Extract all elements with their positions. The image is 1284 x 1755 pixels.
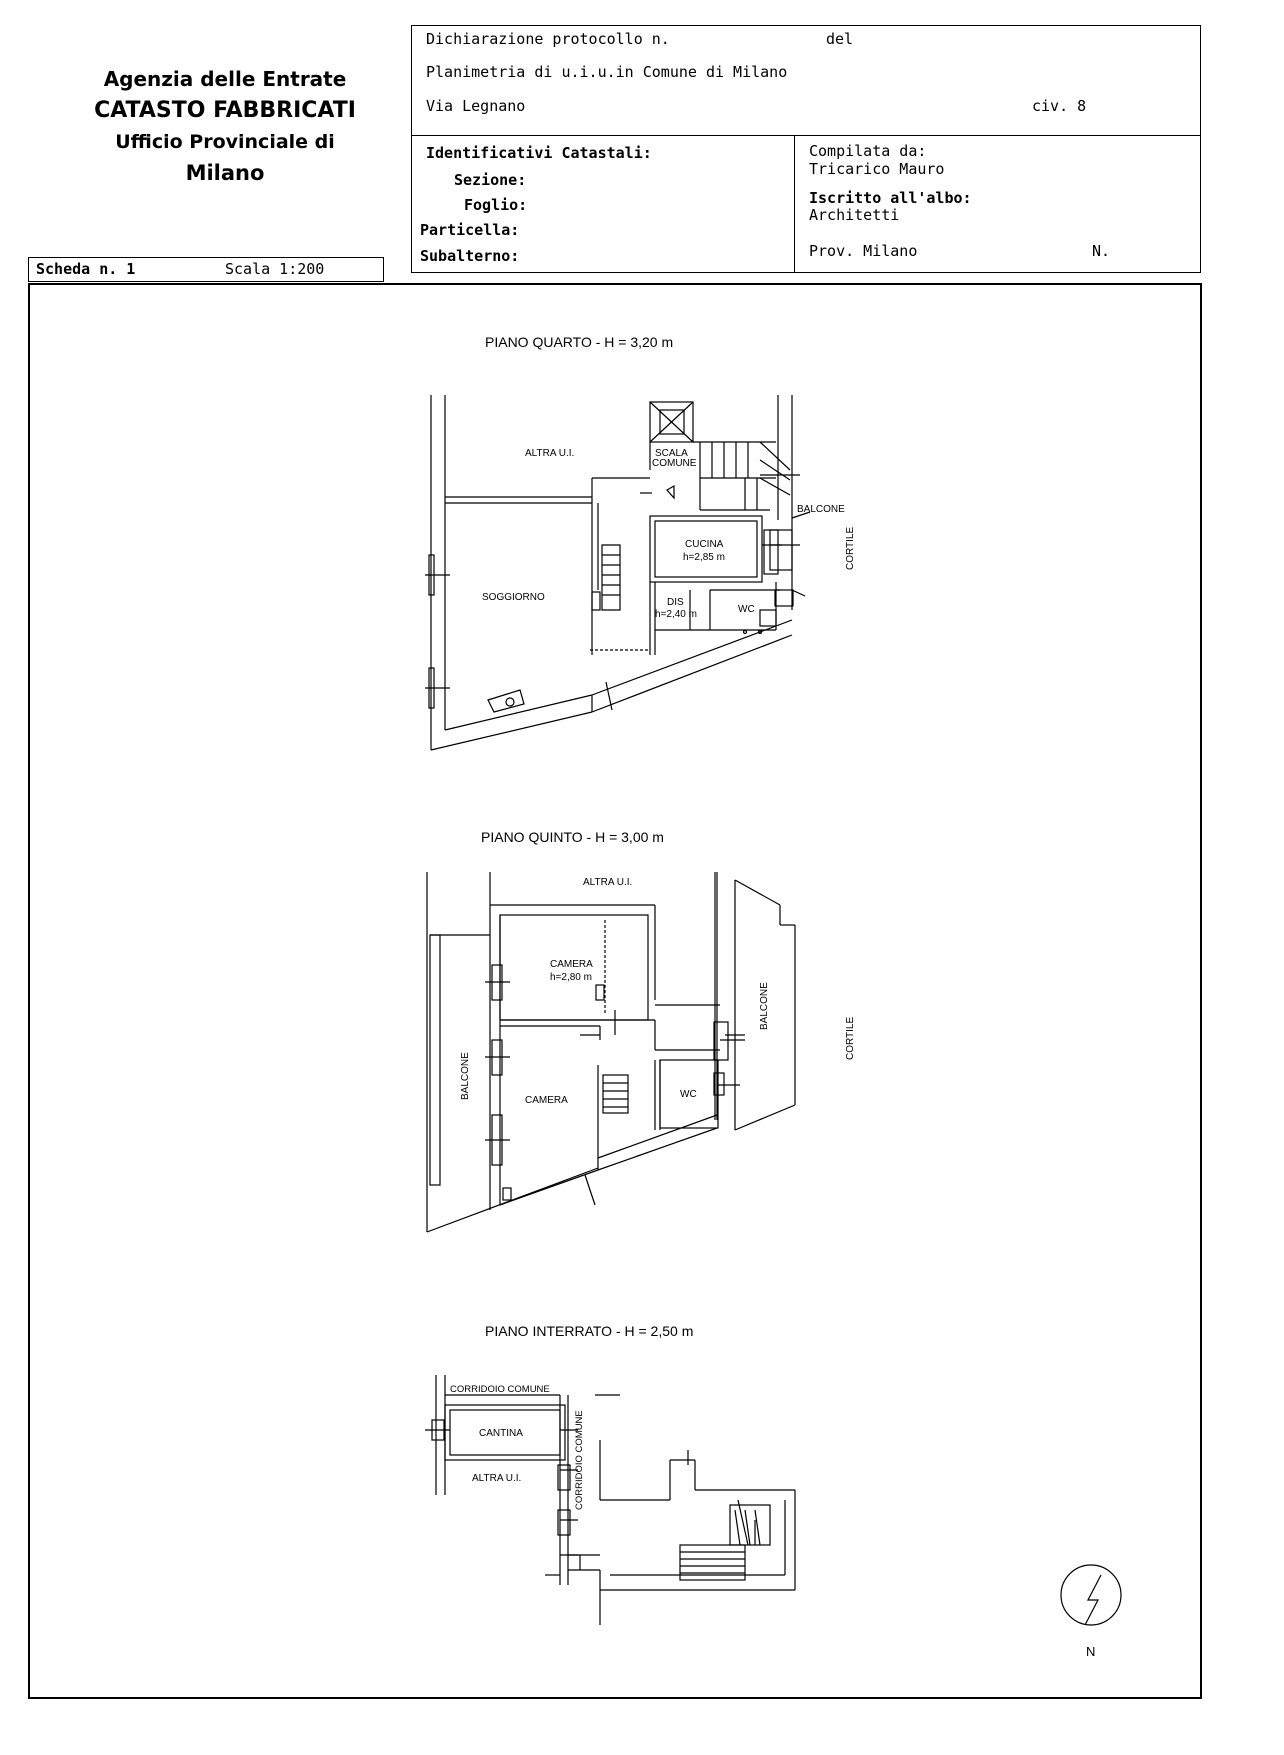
quinto-wc: WC: [680, 1089, 697, 1100]
city-label: Milano: [185, 161, 265, 185]
sezione-label: Sezione:: [454, 171, 527, 189]
quarto-cortile: CORTILE: [845, 526, 856, 570]
subalterno-label: Subalterno:: [420, 247, 520, 265]
scheda-number: Scheda n. 1: [36, 260, 136, 278]
quarto-wc: WC: [738, 604, 755, 615]
quarto-soggiorno: SOGGIORNO: [482, 592, 545, 603]
albo-value: Architetti: [809, 206, 900, 224]
street-label: Via Legnano: [426, 97, 526, 115]
quarto-altra-ui: ALTRA U.I.: [525, 448, 575, 459]
north-compass: [1061, 1565, 1121, 1625]
foglio-label: Foglio:: [464, 196, 528, 214]
interrato-corridoio: CORRIDOIO COMUNE: [450, 1384, 550, 1395]
compilata-name: Tricarico Mauro: [809, 160, 945, 178]
quarto-cucina: CUCINA: [685, 539, 724, 550]
prov-label: Prov. Milano: [809, 242, 918, 260]
catasto-title: CATASTO FABBRICATI: [94, 98, 356, 123]
quinto-balcone-left: BALCONE: [460, 1052, 471, 1100]
quarto-scala-2: COMUNE: [652, 458, 697, 469]
piano-interrato-title: PIANO INTERRATO - H = 2,50 m: [485, 1323, 694, 1339]
planimetria-label: Planimetria di u.i.u.in Comune di Milano: [426, 63, 788, 81]
interrato-corridoio-v: CORRIDOIO COMUNE: [574, 1410, 585, 1510]
quarto-scala-1: SCALA: [655, 448, 688, 459]
protocol-label: Dichiarazione protocollo n.: [426, 30, 670, 48]
ufficio-label: Ufficio Provinciale di: [115, 131, 335, 153]
plan-interrato: [425, 1375, 795, 1625]
quinto-altra-ui: ALTRA U.I.: [583, 877, 633, 888]
quarto-cucina-h: h=2,85 m: [683, 552, 725, 563]
scala-label: Scala 1:200: [225, 260, 325, 278]
quinto-cortile: CORTILE: [845, 1016, 856, 1060]
identificativi-title: Identificativi Catastali:: [426, 144, 652, 162]
particella-label: Particella:: [420, 221, 520, 239]
quinto-camera1-h: h=2,80 m: [550, 972, 592, 983]
interrato-cantina: CANTINA: [479, 1428, 523, 1439]
quarto-dis: DIS: [667, 597, 684, 608]
piano-quinto-title: PIANO QUINTO - H = 3,00 m: [481, 829, 664, 845]
del-label: del: [826, 30, 854, 48]
piano-quarto-title: PIANO QUARTO - H = 3,20 m: [485, 334, 674, 350]
albo-label: Iscritto all'albo:: [809, 189, 972, 207]
compilata-label: Compilata da:: [809, 142, 927, 160]
compass-north-label: N: [1086, 1644, 1096, 1659]
n-label: N.: [1092, 242, 1111, 260]
quarto-balcone: BALCONE: [797, 504, 845, 515]
interrato-altra-ui: ALTRA U.I.: [472, 1473, 522, 1484]
quarto-dis-h: h=2,40 m: [655, 609, 697, 620]
quinto-camera1: CAMERA: [550, 959, 593, 970]
plan-quinto: [427, 872, 795, 1232]
plan-quarto: [425, 395, 810, 750]
quinto-camera2: CAMERA: [525, 1095, 568, 1106]
agency-name: Agenzia delle Entrate: [103, 67, 347, 91]
civic-number: civ. 8: [1032, 97, 1087, 115]
quinto-balcone-right: BALCONE: [759, 982, 770, 1030]
